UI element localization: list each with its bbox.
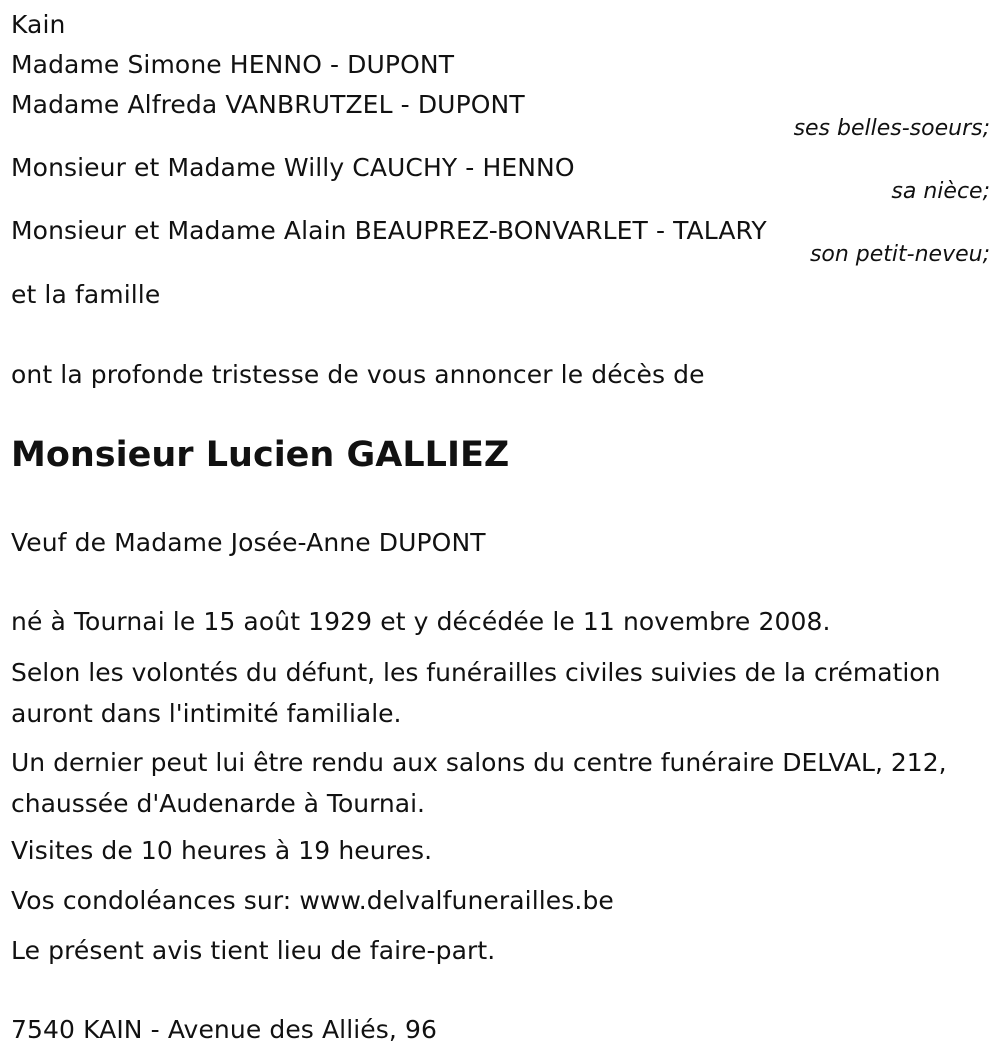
- last-tribute-paragraph: Un dernier peut lui être rendu aux salons du centre funéraire DELVAL, 212, chaussée d'Audenarde à Tournai.: [11, 748, 947, 818]
- family-line: et la famille: [11, 280, 161, 309]
- widower-line: Veuf de Madame Josée-Anne DUPONT: [11, 528, 486, 557]
- relation-sisters-in-law: ses belles-soeurs;: [793, 116, 990, 141]
- birth-death-line: né à Tournai le 15 août 1929 et y décédée le 11 novembre 2008.: [11, 607, 831, 636]
- sister-in-law-1: Madame Simone HENNO - DUPONT: [11, 50, 455, 79]
- deceased-name: Monsieur Lucien GALLIEZ: [11, 435, 510, 475]
- relation-grand-nephew: son petit-neveu;: [809, 242, 990, 267]
- funeral-wishes-paragraph: Selon les volontés du défunt, les funérailles civiles suivies de la crémation auront dans l'intimité familiale.: [11, 658, 941, 728]
- address-line: 7540 KAIN - Avenue des Alliés, 96: [11, 1015, 438, 1044]
- notice-statement-line: Le présent avis tient lieu de faire-part.: [11, 936, 496, 965]
- condolences-line: Vos condoléances sur: www.delvalfunerailles.be: [11, 886, 614, 915]
- grand-nephew-line: Monsieur et Madame Alain BEAUPREZ-BONVARLET - TALARY: [11, 216, 767, 245]
- announcement-text: ont la profonde tristesse de vous annoncer le décès de: [11, 360, 705, 389]
- relation-niece: sa nièce;: [891, 179, 990, 204]
- niece-line: Monsieur et Madame Willy CAUCHY - HENNO: [11, 153, 575, 182]
- visits-line: Visites de 10 heures à 19 heures.: [11, 836, 433, 865]
- town-line: Kain: [11, 10, 66, 39]
- sister-in-law-2: Madame Alfreda VANBRUTZEL - DUPONT: [11, 90, 525, 119]
